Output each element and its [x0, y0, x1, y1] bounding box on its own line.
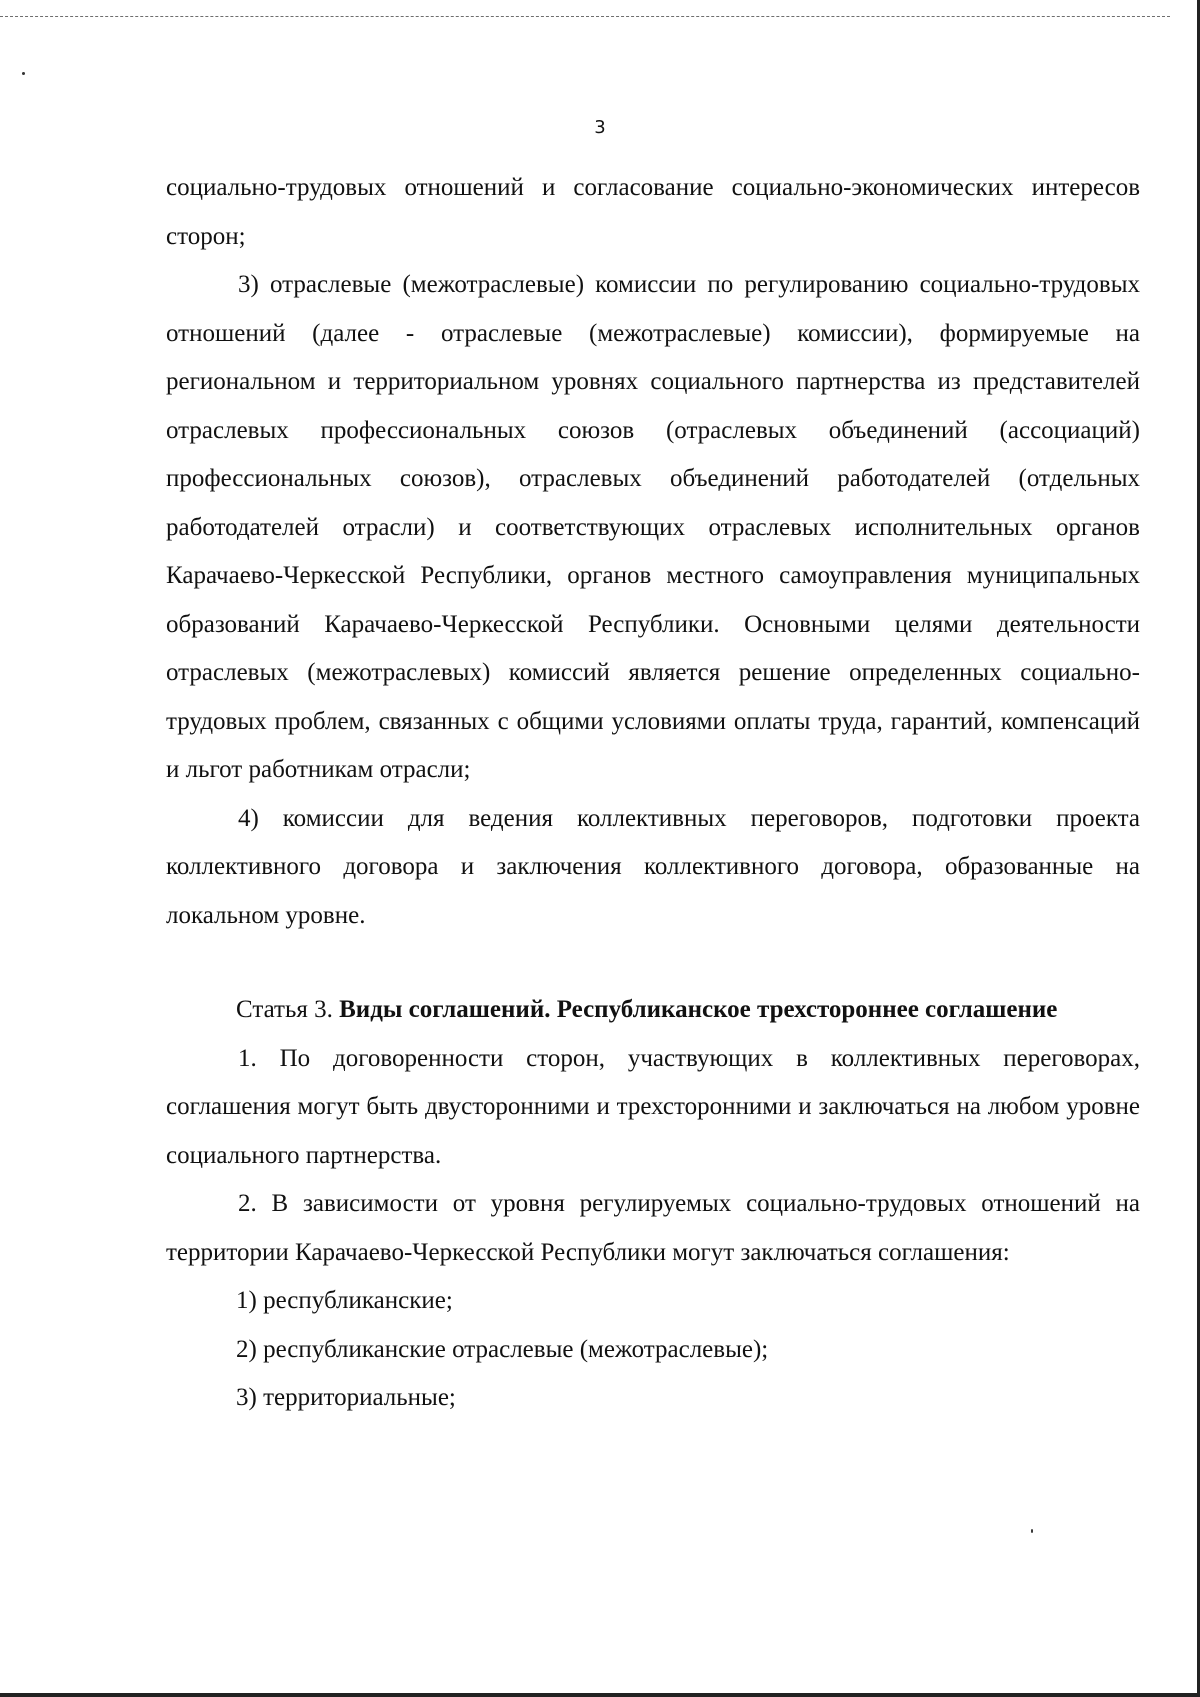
article-label: Статья 3.: [236, 996, 333, 1023]
paragraph-continuation: социально-трудовых отношений и согласование социально-экономических интересов сторон;: [166, 174, 1140, 250]
scan-speck: [1031, 1529, 1033, 1533]
point-1: 1. По договоренности сторон, участвующих в коллективных переговорах, соглашения могут быть двусторонними и трехсторонними и заключаться на любом уровне социального партнерства.: [166, 1044, 1140, 1169]
article-title: Виды соглашений. Республиканское трехстороннее соглашение: [339, 996, 1058, 1023]
scan-top-rule: [0, 16, 1170, 17]
point-2: 2. В зависимости от уровня регулируемых социально-трудовых отношений на территории Карачаево-Черкесской Республики могут заключаться соглашения:: [166, 1190, 1140, 1266]
article-heading: [166, 986, 1140, 1035]
list-item: 1) республиканские;: [236, 1287, 453, 1314]
list-item: 2) республиканские отраслевые (межотраслевые);: [236, 1335, 769, 1363]
page-number: 3: [594, 117, 606, 138]
scan-speck: [22, 72, 25, 75]
paragraph-item-3: 3) отраслевые (межотраслевые) комиссии по регулированию социально-трудовых отношений (далее - отраслевые (межотраслевые) комиссии), формируемые на региональном и территориальном уровнях социального партнерства из представителей отраслевых профессиональных союзов (отраслевых объединений (ассоциаций) профессиональных союзов), отраслевых объединений работодателей (отдельных работодателей отрасли) и соответствующих отраслевых исполнительных органов Карачаево-Черкесской Республики, органов местного самоуправления муниципальных образований Карачаево-Черкесской Республики. Основными целями деятельности отраслевых (межотраслевых) комиссий является решение определенных социально-трудовых проблем, связанных с общими условиями оплаты труда, гарантий, компенсаций и льгот работникам отрасли;: [166, 271, 1140, 783]
list-item: 3) территориальные;: [236, 1384, 456, 1411]
paragraph-item-4: 4) комиссии для ведения коллективных переговоров, подготовки проекта коллективного договора и заключения коллективного договора, образованные на локальном уровне.: [166, 804, 1140, 929]
scan-bottom-edge: [0, 1693, 1200, 1697]
document-body: [166, 164, 1140, 1423]
